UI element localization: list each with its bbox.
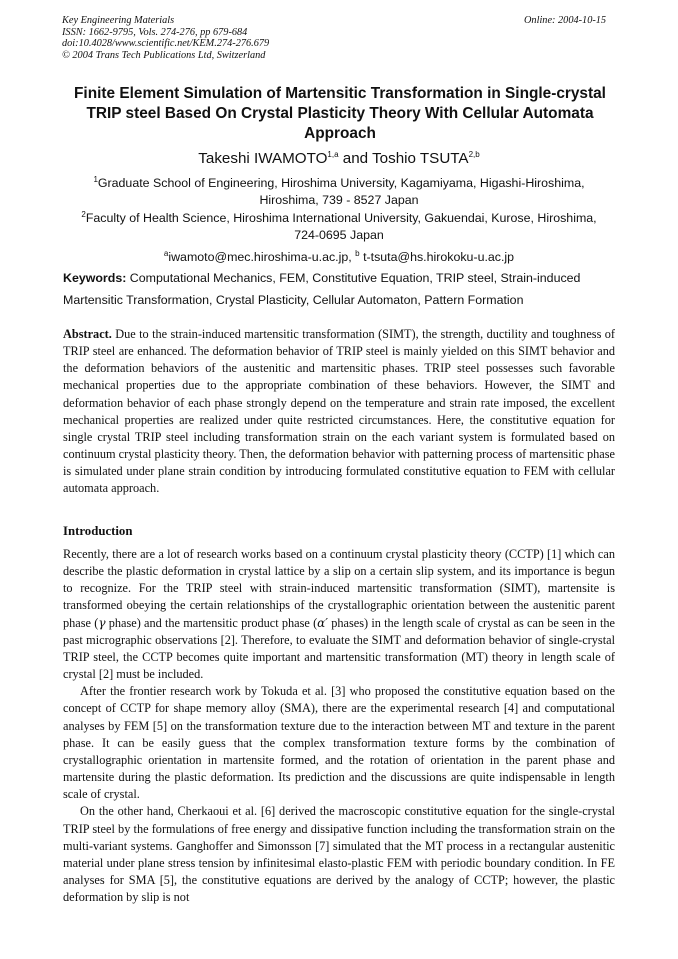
paragraph-text: phases) in the length scale of crystal as can be seen in the past micrographic observations [2]. Therefore, to evaluate the SIMT and deformation behavior of single-crystal TRIP steel, the CCTP becomes quite important and martensitic transformation (MT) theory in length scale of crystal [2] must be included. <box>63 615 615 682</box>
author-name: Toshio TSUTA <box>372 150 469 167</box>
issn-line: ISSN: 1662-9795, Vols. 274-276, pp 679-684 <box>62 26 248 38</box>
author-superscript: 1,a <box>327 149 339 159</box>
author-name: Takeshi IWAMOTO <box>198 150 328 167</box>
paragraph-text: phase) and the martensitic product phase ( <box>105 615 318 630</box>
section-heading: Introduction <box>63 524 133 538</box>
paragraph <box>63 546 615 683</box>
paragraph: On the other hand, Cherkaoui et al. [6] derived the macroscopic constitutive equation for the single-crystal TRIP steel by the formulations of free energy and dissipative function including the transformation strain on the multi-variant systems. Ganghoffer and Simonsson [7] simulated that the MT process in a rectangular austenitic material under plane stress tension by infinitesimal elasto-plastic FEM with periodic boundary condition. In FE analyses for SMA [5], the constitutive equations are derived by the analogy of CCTP; however, the plastic deformation by slip is not <box>63 804 615 905</box>
email-superscript: b <box>355 248 360 258</box>
keywords <box>63 267 615 311</box>
affiliation-text: Graduate School of Engineering, Hiroshima University, Kagamiyama, Higashi-Hiroshima, Hiroshima, 739 - 8527 Japan <box>97 176 585 207</box>
author-conjunction: and <box>338 150 373 167</box>
email-address: t-tsuta@hs.hirokoku-u.ac.jp <box>359 250 515 264</box>
paragraph-text: Recently, there are a lot of research works based on a continuum crystal plasticity theory (CCTP) [1] which can describe the plastic deformation in crystal lattice by a slip on a certain slip system, and its importance is begun to recognize. For the TRIP steel with strain-induced martensitic transformation (SIMT), martensite is transformed obeying the certain relationships of the crystallographic orientation between the austenitic parent phase ( <box>63 547 615 630</box>
paragraph: After the frontier research work by Tokuda et al. [3] who proposed the constitutive equation based on the concept of CCTP for shape memory alloy (SMA), there are the experimental research [4] and computational analyses by FEM [5] on the transformation texture due to the interaction between MT and texture in the parent phase. It can be easily guess that the complex transformation texture forms by the combination of crystallographic orientation in martensite formed, and the rotation of orientation in the parent phase and martensite during the plastic deformation. Its prediction and the discussions are quite indispensable in length scale of crystal. <box>63 684 615 802</box>
abstract-text: Due to the strain-induced martensitic transformation (SIMT), the strength, ductility and toughness of TRIP steel are enhanced. The deformation behavior of TRIP steel is mainly yielded on this SIMT behavior and the deformation behaviors of the austenitic and martensitic phases. TRIP steel possesses such favorable mechanical properties due to the appropriate combination of these behaviors. However, the SIMT and deformation behavior of each phase strongly depend on the temperature and strain rate imposed, the excellent mechanical properties are realized under quite restricted circumstances. Here, the constitutive equation for single crystal TRIP steel including transformation strain on the each variant system is formulated based on continuum crystal plasticity theory. Then, the deformation behavior with patterning process of martensitic phase is simulated under plane strain condition by introducing formulated constitutive equation to FEM with cellular automata approach. <box>63 327 615 496</box>
affiliation-2 <box>70 210 608 244</box>
keywords-label: Keywords: <box>63 271 127 285</box>
affiliation-1 <box>70 175 608 209</box>
affiliation-superscript: 1 <box>93 174 98 184</box>
author-superscript: 2,b <box>468 149 480 159</box>
journal-header <box>62 15 269 61</box>
introduction-body <box>63 546 615 906</box>
copyright-line: © 2004 Trans Tech Publications Ltd, Switzerland <box>62 49 266 61</box>
email-superscript: a <box>163 248 169 258</box>
gamma-symbol: γ <box>98 615 106 630</box>
alpha-prime-symbol: α′ <box>317 615 328 630</box>
abstract-label: Abstract. <box>63 327 112 341</box>
affiliation-superscript: 2 <box>81 209 86 219</box>
abstract <box>63 326 615 498</box>
affiliation-text: Faculty of Health Science, Hiroshima International University, Gakuendai, Kurose, Hiroshima, 724-0695 Japan <box>85 211 597 242</box>
email-address: iwamoto@mec.hiroshima-u.ac.jp, <box>168 250 352 264</box>
online-date: Online: 2004-10-15 <box>524 15 607 26</box>
journal-name: Key Engineering Materials <box>62 15 175 26</box>
keywords-text: Computational Mechanics, FEM, Constitutive Equation, TRIP steel, Strain-induced Martensitic Transformation, Crystal Plasticity, Cellular Automaton, Pattern Formation <box>63 271 581 307</box>
paper-title: Finite Element Simulation of Martensitic Transformation in Single-crystal TRIP steel Based On Crystal Plasticity Theory With Cellular Automata Approach <box>74 85 606 142</box>
doi-line: doi:10.4028/www.scientific.net/KEM.274-276.679 <box>62 38 270 50</box>
author-line <box>0 150 678 167</box>
email-line <box>0 250 678 264</box>
